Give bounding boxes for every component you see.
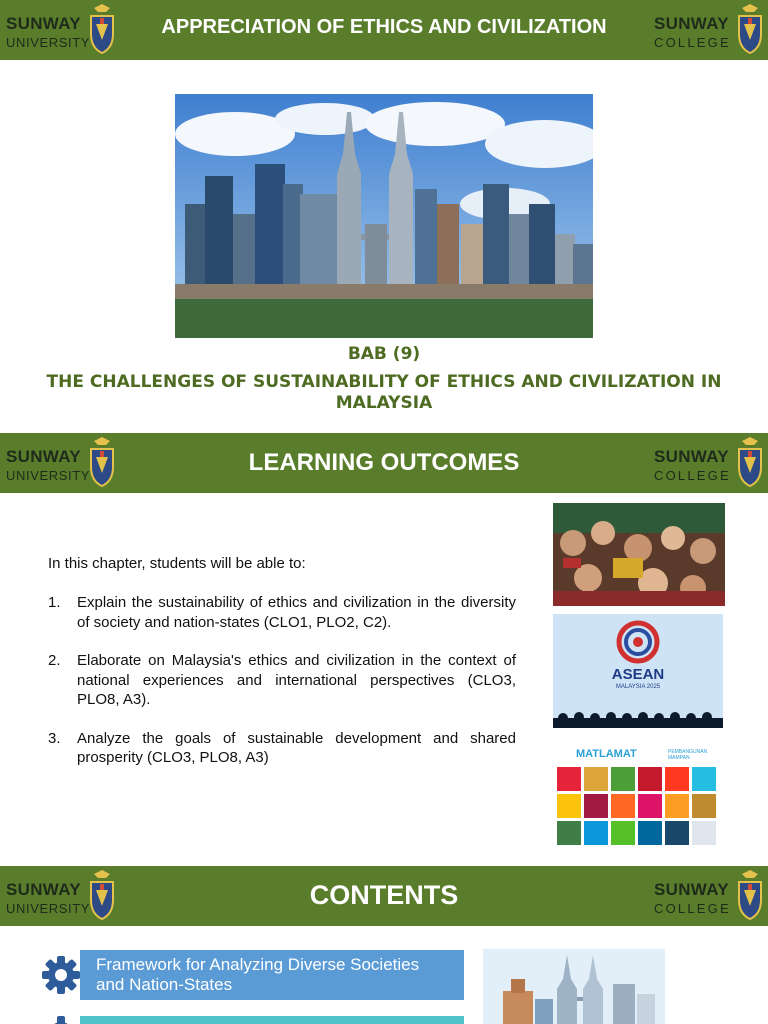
chapter-title: THE CHALLENGES OF SUSTAINABILITY OF ETHICS AND CIVILIZATION IN MALAYSIA bbox=[46, 372, 722, 413]
sdg-subtitle: PEMBANGUNAN MAMPAN bbox=[668, 749, 708, 761]
gear-icon bbox=[41, 1015, 81, 1024]
kuala-lumpur-skyline-image bbox=[175, 94, 593, 338]
twin-towers-illustration bbox=[483, 949, 665, 1024]
contents-title: CONTENTS bbox=[309, 880, 459, 910]
gear-icon bbox=[41, 955, 81, 995]
asean-malaysia-2025-image bbox=[553, 614, 723, 728]
crest-icon bbox=[736, 4, 764, 54]
sunway-college-logo: SUNWAY COLLEGE bbox=[652, 868, 764, 924]
sunway-university-logo: SUNWAY UNIVERSITY bbox=[4, 2, 116, 58]
list-item: 2. Elaborate on Malaysia's ethics and civilization in the context of national experiences and international perspectives (CLO3, PLO8, A3). bbox=[48, 652, 516, 708]
sdg-title: MATLAMAT bbox=[576, 748, 637, 760]
asean-subtitle: MALAYSIA 2025 bbox=[615, 684, 661, 690]
sdg-goals-image bbox=[556, 746, 719, 846]
sunway-university-logo: SUNWAY UNIVERSITY bbox=[4, 435, 116, 491]
list-item: 3. Analyze the goals of sustainable development and shared prosperity (CLO3, PLO8, A3) bbox=[48, 729, 516, 766]
crowd-celebration-image bbox=[553, 503, 725, 606]
contents-item-next[interactable] bbox=[80, 1016, 464, 1024]
sunway-college-logo: SUNWAY COLLEGE bbox=[652, 435, 764, 491]
list-item: 1. Explain the sustainability of ethics and civilization in the diversity of society and nation-states (CLO1, PLO2, C2). bbox=[48, 594, 516, 631]
contents-item-framework[interactable]: Framework for Analyzing Diverse Societies and Nation-States bbox=[80, 950, 464, 1000]
crest-icon bbox=[736, 437, 764, 487]
sunway-college-logo: SUNWAY COLLEGE bbox=[652, 2, 764, 58]
outcomes-intro: In this chapter, students will be able to: bbox=[48, 555, 306, 572]
outcomes-list bbox=[48, 593, 516, 787]
chapter-number: BAB (9) bbox=[347, 344, 421, 364]
title-banner bbox=[0, 0, 768, 60]
asean-logo-text: ASEAN bbox=[611, 666, 665, 683]
crest-icon bbox=[736, 870, 764, 920]
contents-banner bbox=[0, 866, 768, 926]
learning-outcomes-title: LEARNING OUTCOMES bbox=[248, 449, 520, 476]
learning-outcomes-banner bbox=[0, 433, 768, 493]
sunway-university-logo: SUNWAY UNIVERSITY bbox=[4, 868, 116, 924]
asean-emblem-icon bbox=[616, 620, 660, 664]
course-title: APPRECIATION OF ETHICS AND CIVILIZATION bbox=[161, 16, 607, 38]
